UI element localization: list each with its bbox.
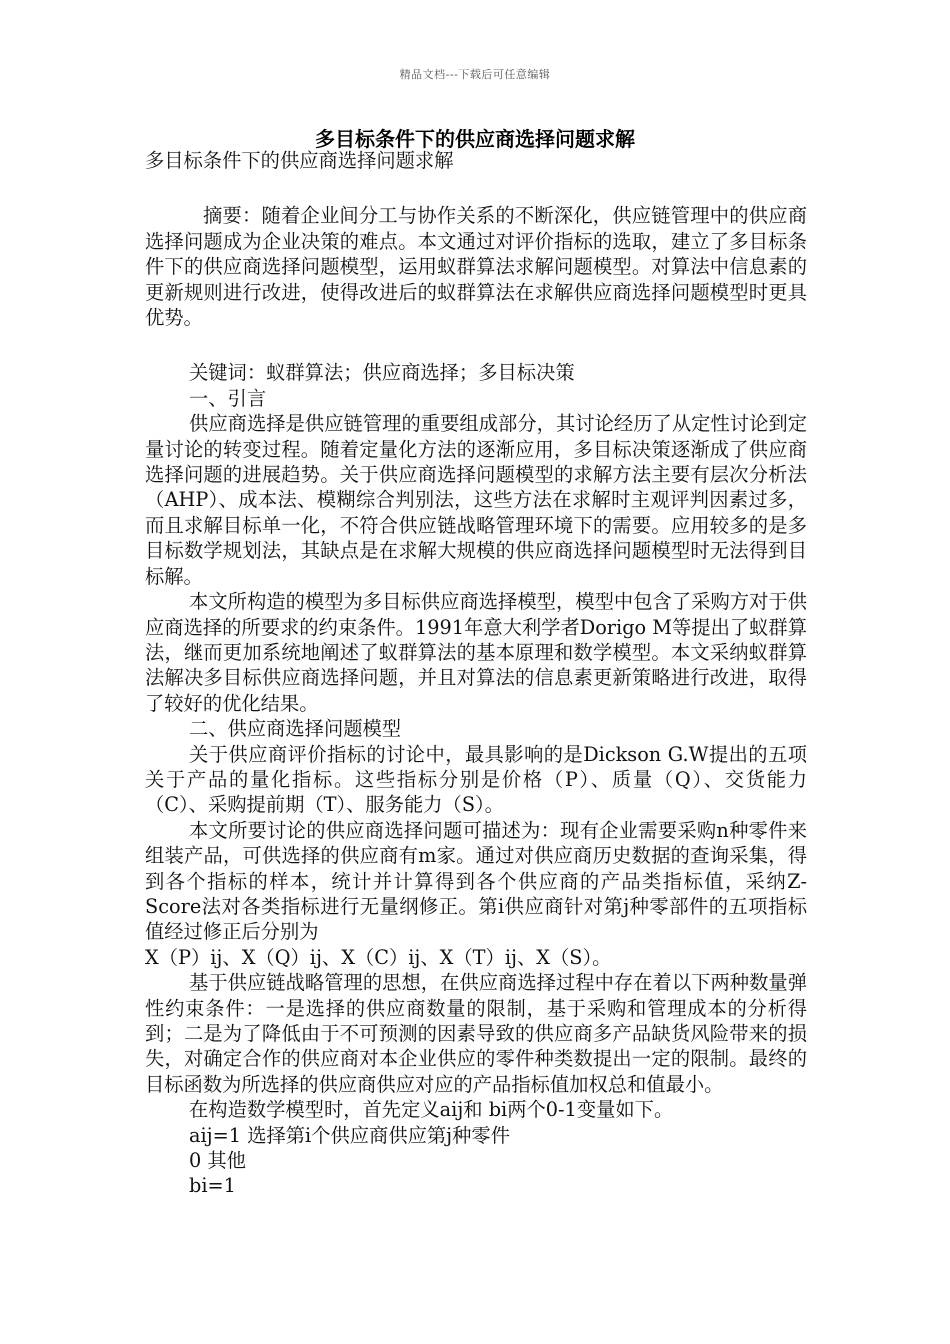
page-header: 精品文档---下载后可任意编辑: [399, 68, 551, 81]
model-paragraph-2-indicators: X（P）ij、X（Q）ij、X（C）ij、X（T）ij、X（S）。: [145, 945, 612, 969]
model-paragraph-1: 关于供应商评价指标的讨论中，最具影响的是Dickson G.W提出的五项关于产品的量化指标。这些指标分别是价格（P）、质量（Q）、交货能力（C）、采购提前期（T）、服务能力（S）。: [145, 742, 807, 817]
introduction-paragraph-2: 本文所构造的模型为多目标供应商选择模型，模型中包含了采购方对于供应商选择的所要求的约束条件。1991年意大利学者Dorigo M等提出了蚁群算法，继而更加系统地阐述了蚁群算法的基本原理和数学模型。本文采纳蚁群算法解决多目标供应商选择问题，并且对算法的信息素更新策略进行改进，取得了较好的优化结果。: [145, 590, 807, 715]
model-paragraph-2: 本文所要讨论的供应商选择问题可描述为：现有企业需要采购n种零件来组装产品，可供选择的供应商有m家。通过对供应商历史数据的查询采集，得到各个指标的样本，统计并计算得到各个供应商的产品类指标值，采纳Z-Score法对各类指标进行无量纲修正。第i供应商针对第j种零部件的五项指标值经过修正后分别为: [145, 818, 807, 944]
model-paragraph-4: 在构造数学模型时，首先定义aij和 bi两个0-1变量如下。: [189, 1098, 674, 1122]
document-title: 多目标条件下的供应商选择问题求解: [315, 127, 635, 151]
formula-line-1: aij=1 选择第i个供应商供应第j种零件: [189, 1123, 510, 1147]
spacer: [145, 173, 807, 203]
spacer: [145, 330, 807, 360]
model-paragraph-3: 基于供应链战略管理的思想，在供应商选择过程中存在着以下两种数量弹性约束条件：一是选择的供应商数量的限制，基于采购和管理成本的分析得到；二是为了降低由于不可预测的因素导致的供应商多产品缺货风险带来的损失，对确定合作的供应商对本企业供应的零件种类数提出一定的限制。最终的目标函数为所选择的供应商供应对应的产品指标值加权总和值最小。: [145, 971, 807, 1096]
formula-line-2: 0 其他: [189, 1149, 246, 1173]
section-heading-model: 二、供应商选择问题模型: [189, 717, 402, 741]
formula-line-3: bi=1: [189, 1174, 236, 1198]
section-heading-introduction: 一、引言: [189, 386, 267, 410]
introduction-paragraph-1: 供应商选择是供应链管理的重要组成部分，其讨论经历了从定性讨论到定量讨论的转变过程。随着定量化方法的逐渐应用，多目标决策逐渐成了供应商选择问题的进展趋势。关于供应商选择问题模型的求解方法主要有层次分析法（AHP）、成本法、模糊综合判别法，这些方法在求解时主观评判因素过多，而且求解目标单一化，不符合供应链战略管理环境下的需要。应用较多的是多目标数学规划法，其缺点是在求解大规模的供应商选择问题模型时无法得到目标解。: [145, 412, 807, 588]
abstract-paragraph: 摘要：随着企业间分工与协作关系的不断深化，供应链管理中的供应商选择问题成为企业决策的难点。本文通过对评价指标的选取，建立了多目标条件下的供应商选择问题模型，运用蚁群算法求解问题模型。对算法中信息素的更新规则进行改进，使得改进后的蚁群算法在求解供应商选择问题模型时更具优势。: [145, 204, 807, 330]
document-body: [145, 148, 807, 1199]
keywords-line: 关键词：蚁群算法；供应商选择；多目标决策: [189, 361, 575, 385]
document-subtitle: 多目标条件下的供应商选择问题求解: [145, 149, 454, 172]
